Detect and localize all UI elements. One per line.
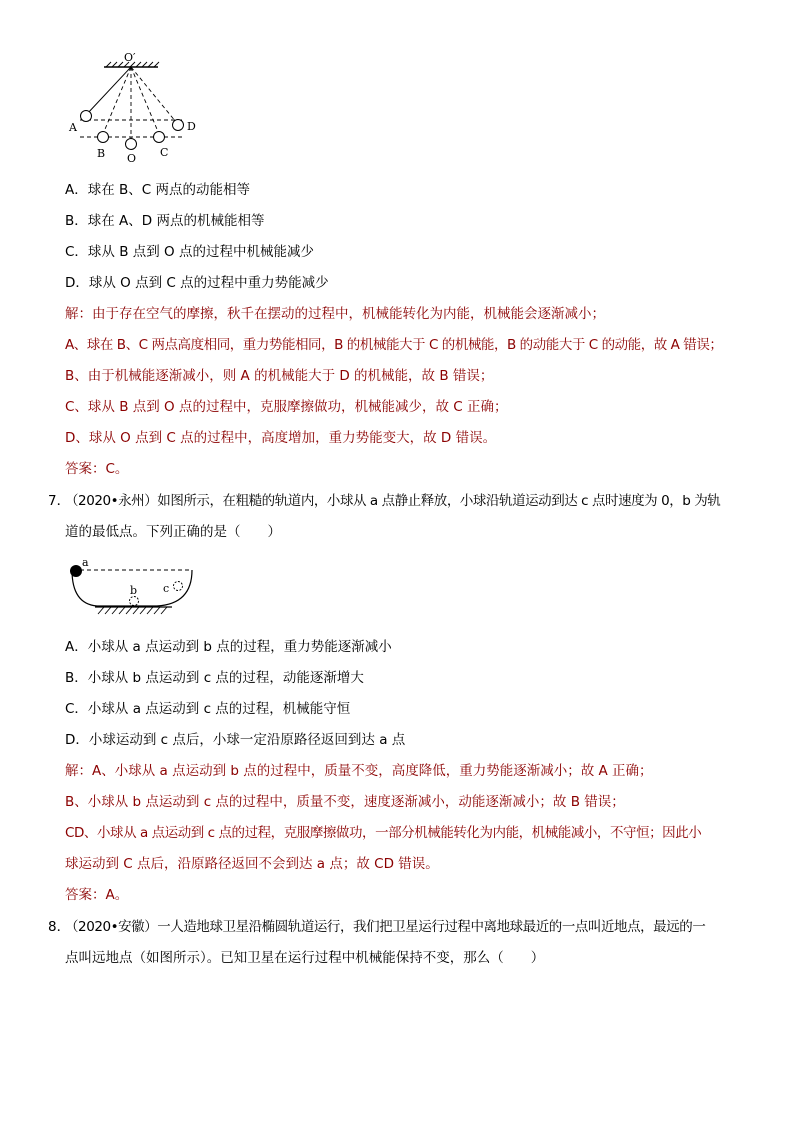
q6-option-a: A．球在 B、C 两点的动能相等: [65, 182, 251, 198]
q6-solution-line-5: D、球从 O 点到 C 点的过程中，高度增加，重力势能变大，故 D 错误。: [65, 430, 497, 446]
q6-option-c: C．球从 B 点到 O 点的过程中机械能减少: [65, 244, 314, 260]
q7-option-b: B．小球从 b 点运动到 c 点的过程，动能逐渐增大: [65, 670, 364, 686]
label-b-track: b: [130, 584, 138, 597]
q8-stem-line-2: 点叫远地点（如图所示）。已知卫星在运行过程中机械能保持不变，那么（ ）: [65, 950, 545, 966]
q7-stem-line-1: （2020•永州）如图所示，在粗糙的轨道内，小球从 a 点静止释放，小球沿轨道运动到达 c 点时速度为 0，b 为轨: [65, 493, 721, 509]
label-b: B: [97, 147, 106, 160]
q6-solution-line-2: A、球在 B、C 两点高度相同，重力势能相同，B 的机械能大于 C 的机械能，B 的动能大于 C 的动能，故 A 错误；: [65, 337, 723, 353]
q7-answer: 答案：A。: [65, 887, 129, 903]
q6-option-d: D．球从 O 点到 C 点的过程中重力势能减少: [65, 275, 329, 291]
label-c-track: c: [163, 582, 170, 595]
q7-option-a: A．小球从 a 点运动到 b 点的过程，重力势能逐渐减小: [65, 639, 392, 655]
q7-number: 7．: [48, 493, 71, 509]
label-o-prime: O′: [124, 51, 136, 64]
q6-option-b: B．球在 A、D 两点的机械能相等: [65, 213, 265, 229]
label-d: D: [187, 120, 196, 133]
q7-stem-line-2: 道的最低点。下列正确的是（ ）: [65, 524, 281, 540]
q7-option-c: C．小球从 a 点运动到 c 点的过程，机械能守恒: [65, 701, 351, 717]
label-a: A: [69, 121, 77, 134]
label-o: O: [127, 152, 137, 165]
q8-number: 8．: [48, 919, 71, 935]
q7-solution-line-4: 球运动到 C 点后，沿原路径返回不会到达 a 点；故 CD 错误。: [65, 856, 439, 872]
q6-solution-line-1: 解：由于存在空气的摩擦，秋千在摆动的过程中，机械能转化为内能，机械能会逐渐减小；: [65, 306, 605, 322]
q6-solution-line-4: C、球从 B 点到 O 点的过程中，克服摩擦做功，机械能减少，故 C 正确；: [65, 399, 508, 415]
q8-stem-line-1: （2020•安徽）一人造地球卫星沿椭圆轨道运行，我们把卫星运行过程中离地球最近的一点叫近地点，最远的一: [65, 919, 706, 935]
label-a-track: a: [82, 556, 89, 569]
q7-solution-line-3: CD、小球从 a 点运动到 c 点的过程，克服摩擦做功，一部分机械能转化为内能，机械能减小，不守恒；因此小: [65, 825, 702, 841]
q7-solution-line-1: 解：A、小球从 a 点运动到 b 点的过程中，质量不变，高度降低，重力势能逐渐减小；故 A 正确；: [65, 763, 653, 779]
q6-answer: 答案：C。: [65, 461, 129, 477]
q7-option-d: D．小球运动到 c 点后，小球一定沿原路径返回到达 a 点: [65, 732, 406, 748]
q6-solution-line-3: B、由于机械能逐渐减小，则 A 的机械能大于 D 的机械能，故 B 错误；: [65, 368, 494, 384]
pendulum-figure: [60, 52, 220, 167]
q7-solution-line-2: B、小球从 b 点运动到 c 点的过程中，质量不变，速度逐渐减小，动能逐渐减小；故 B 错误；: [65, 794, 625, 810]
label-c: C: [160, 146, 169, 159]
track-figure: [62, 556, 202, 626]
